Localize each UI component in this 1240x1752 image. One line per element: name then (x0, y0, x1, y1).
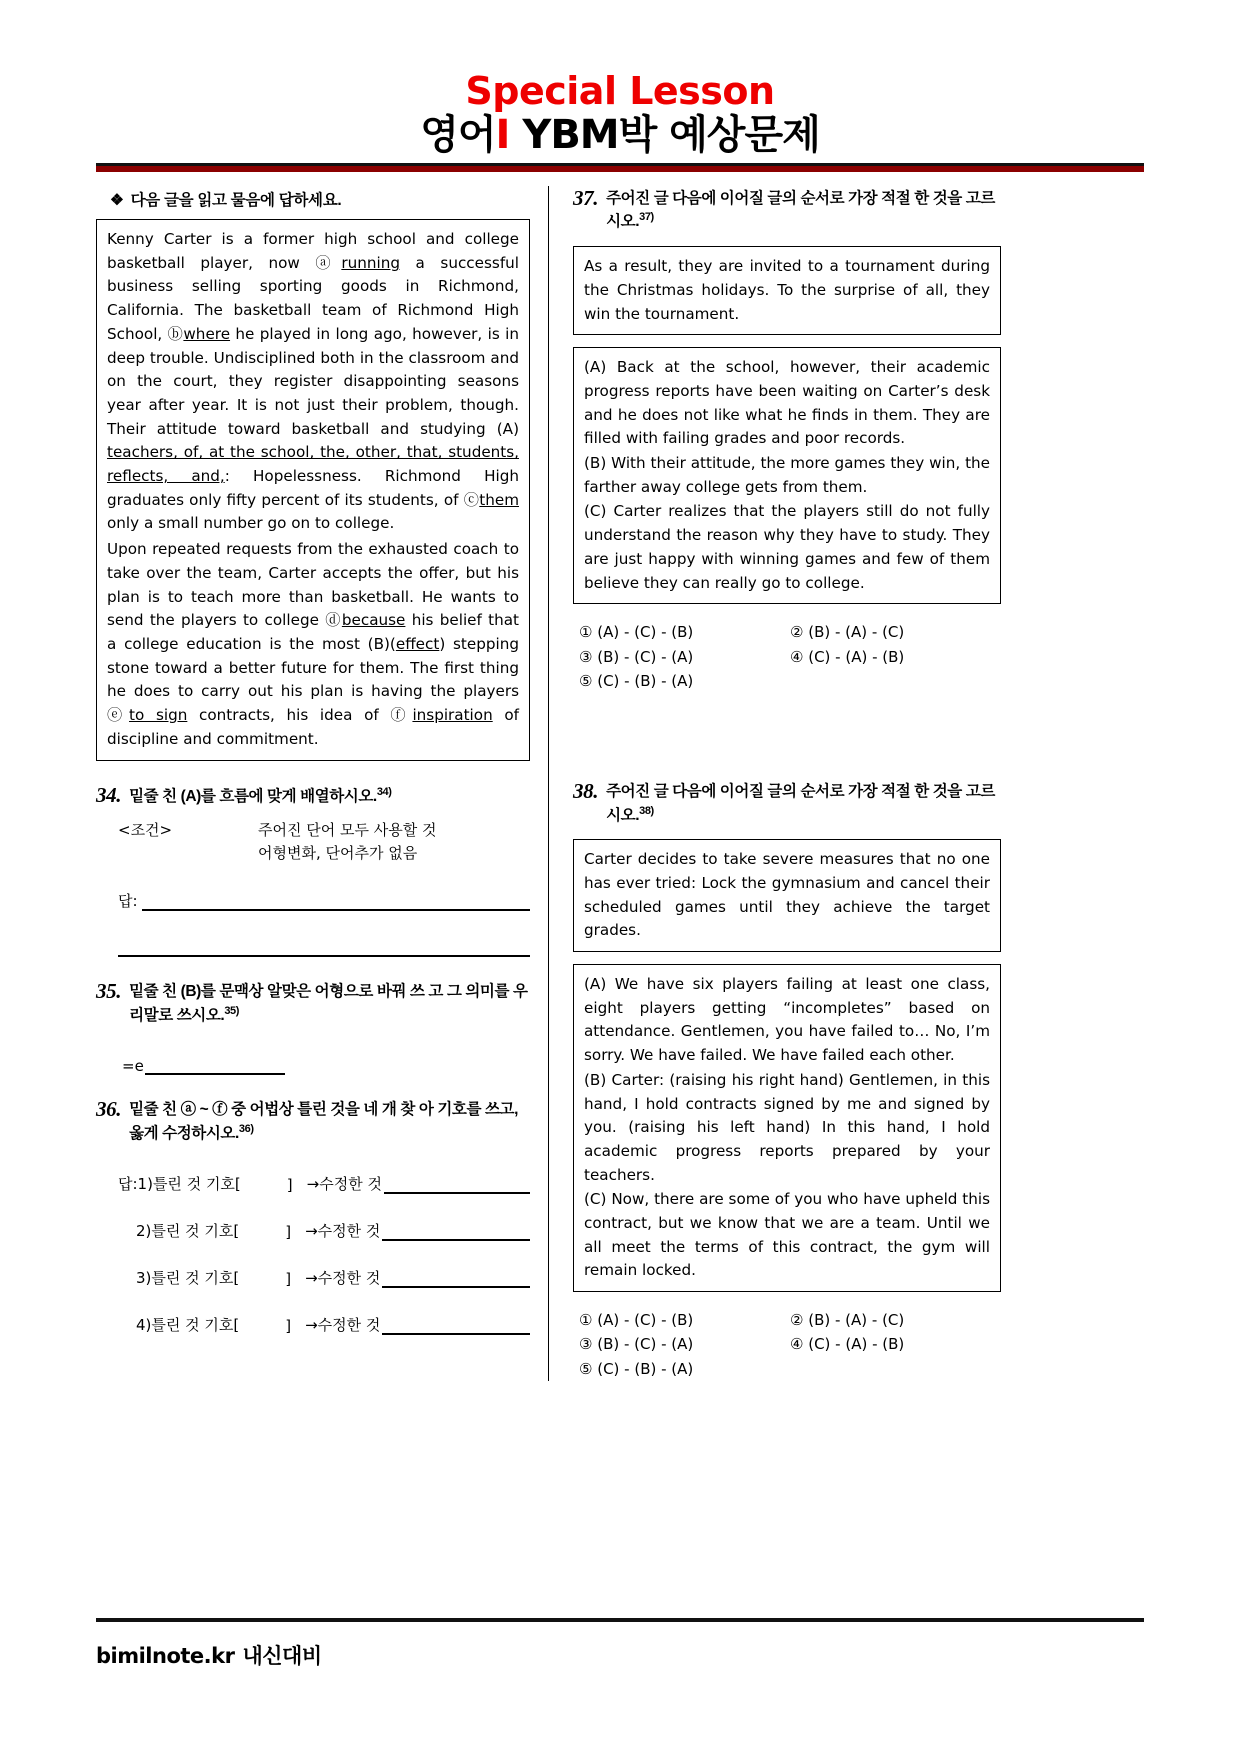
choice-row (579, 1357, 1001, 1381)
choice-row (579, 645, 1001, 669)
question-34-number: 34. (96, 783, 122, 808)
underlined-b: where (183, 324, 231, 343)
question-37-prompt (606, 186, 1001, 234)
choice-3[interactable]: ③ (B) - (C) - (A) (579, 1335, 694, 1354)
marker-c-icon: ⓒ (463, 490, 480, 509)
question-36-prompt-line-2: 아 기호를 쓰고, 옳게 수정하시오. (129, 1101, 519, 1142)
question-34-prompt-text: 밑줄 친 (A)를 흐름에 맞게 배열하시오. (129, 788, 377, 806)
passage-text: Kenny Carter is a former high school and college basketball player, now (107, 230, 519, 272)
question-36-prompt (129, 1097, 530, 1145)
correction-row-bracket-close: ] (285, 1317, 292, 1336)
marker-e-icon: ⓔ (107, 706, 130, 725)
choice-5[interactable]: ⑤ (C) - (B) - (A) (579, 1359, 694, 1378)
choice-5[interactable]: ⑤ (C) - (B) - (A) (579, 671, 694, 690)
left-column (96, 186, 546, 1381)
option-C: (C) Now, there are some of you who have upheld this contract, but we know that we are a team. Until we all meet the terms of this contract, the gym will remain locked. (584, 1190, 990, 1280)
correction-row-arrow: →수정한 것 (305, 1269, 381, 1288)
question-38-footnote: 38) (639, 804, 654, 817)
header-title-korean (0, 114, 1240, 156)
underlined-d: because (341, 611, 406, 630)
choice-spacer (790, 1357, 1001, 1381)
question-37-heading (573, 186, 1001, 234)
correction-row-arrow: →수정한 것 (306, 1175, 382, 1194)
answer-blank-line-1[interactable] (142, 893, 530, 911)
question-37-prompt-line-1: 주어진 글 다음에 이어질 글의 순서로 가장 적절 (606, 190, 911, 207)
question-37 (573, 186, 1001, 693)
question-34-answer-row (118, 890, 530, 911)
footer-site-name: bimilnote.kr (96, 1644, 235, 1668)
given-passage-text: As a result, they are invited to a tournament during the Christmas holidays. To the surprise of all, they win the tournament. (584, 257, 990, 323)
option-B: (B) Carter: (raising his right hand) Gentlemen, in this hand, I hold contracts signed by me and signed by you. (raising his left hand) In this hand, I hold academic progress reports prepared by your teachers. (584, 1070, 990, 1184)
correction-blank[interactable] (384, 1177, 530, 1194)
passage-paragraph-1 (107, 228, 519, 536)
question-34-prompt (129, 783, 530, 809)
choice-1[interactable]: ① (A) - (C) - (B) (579, 1311, 694, 1330)
correction-row-arrow: →수정한 것 (305, 1316, 381, 1335)
choice-row (579, 1332, 1001, 1356)
passage-text: he played in long ago, however, is in deep trouble. Undisciplined both in the classroom and on the court, they register disappointing seasons year after year. It is not just their problem, though. Their attitude toward basketball and studying (A) (107, 324, 520, 438)
marker-f-icon: ⓕ (390, 706, 413, 725)
question-35-prompt-line-1: 밑줄 친 (B)를 문맥상 알맞은 어형으로 바꿔 쓰 (129, 983, 425, 1001)
question-37-prompt-line-2: 한 것을 고르시오. (606, 190, 995, 231)
header-divider-rule (96, 163, 1144, 172)
question-34-heading (96, 783, 530, 809)
question-36-heading (96, 1097, 530, 1145)
question-38-choices (573, 1308, 1001, 1381)
option-A: (A) We have six players failing at least one class, eight players getting “incompletes” based on attendance. Gentlemen, you have failed to… No, I’m sorry. We have failed. We have failed each other. (584, 975, 990, 1065)
passage-paragraph-2 (107, 538, 519, 751)
question-38-number: 38. (573, 779, 599, 804)
question-34 (96, 783, 530, 957)
equals-label: =e (122, 1057, 144, 1076)
question-38-options-box (573, 964, 1001, 1292)
question-37-choices (573, 620, 1001, 693)
passage-text: : Hopelessness. Richmond High graduates only fifty percent of its students, of (107, 467, 519, 509)
condition-label: <조건> (118, 821, 173, 840)
answer-label: 답: (118, 892, 138, 911)
right-column (551, 186, 1001, 1381)
question-35-answer-row (122, 1057, 530, 1075)
column-divider (548, 186, 549, 1381)
choice-2[interactable]: ② (B) - (A) - (C) (790, 1311, 905, 1330)
question-36-prompt-line-1: 밑줄 친 ⓐ ~ ⓕ 중 어법상 틀린 것을 네 개 찾 (129, 1101, 415, 1119)
condition-lines (258, 819, 436, 864)
passage-text: of discipline and commitment. (107, 706, 520, 748)
question-36-number: 36. (96, 1097, 122, 1122)
choice-4[interactable]: ④ (C) - (A) - (B) (790, 647, 905, 666)
question-38-prompt-line-2: 한 것을 고르시오. (606, 783, 995, 824)
correction-row-prefix: 4)틀린 것 기호[ (136, 1316, 240, 1335)
passage-text: his belief that a college education is the most (B)( (107, 611, 519, 653)
marker-d-icon: ⓓ (325, 611, 342, 630)
correction-row-prefix: 3)틀린 것 기호[ (136, 1269, 240, 1288)
page-header (0, 0, 1240, 156)
passage-text: a successful business selling sporting goods in Richmond, California. The basketball team of Richmond High School, (107, 253, 520, 343)
header-title-english: Special Lesson (465, 69, 775, 113)
correction-row-bracket-close: ] (286, 1176, 293, 1195)
question-35-footnote: 35) (224, 1004, 240, 1017)
condition-line-1: 주어진 단어 모두 사용할 것 (258, 821, 437, 840)
correction-row-prefix: 2)틀린 것 기호[ (136, 1222, 240, 1241)
question-37-number: 37. (573, 186, 599, 210)
correction-blank[interactable] (382, 1271, 530, 1288)
question-37-footnote: 37) (639, 211, 654, 224)
question-38-prompt-line-1: 주어진 글 다음에 이어질 글의 순서로 가장 적절 (606, 783, 911, 801)
question-35-prompt-line-2: 고 그 의미를 우리말로 쓰시오. (129, 983, 528, 1024)
condition-line-2: 어형변화, 단어추가 없음 (258, 843, 418, 862)
passage-text: contracts, his idea of (187, 706, 391, 725)
underlined-f: inspiration (412, 706, 493, 725)
question-36-answer-row (136, 1314, 530, 1335)
option-C: (C) Carter realizes that the players still do not fully understand the reason why they have to study. They are just happy with winning games and few of them believe they can really go to college. (584, 502, 990, 592)
marker-a-icon: ⓐ (315, 253, 342, 272)
question-36-answer-row (136, 1267, 530, 1288)
question-34-conditions (118, 819, 530, 864)
question-36 (96, 1097, 530, 1335)
reading-passage-box (96, 219, 530, 761)
reading-instruction-text: 다음 글을 읽고 물음에 답하세요. (130, 192, 342, 209)
choice-2[interactable]: ② (B) - (A) - (C) (790, 623, 905, 642)
reading-instruction (110, 188, 530, 210)
two-column-body (96, 186, 1144, 1381)
question-37-given-passage (573, 246, 1001, 335)
correction-blank[interactable] (382, 1224, 530, 1241)
correction-row-bracket-close: ] (285, 1270, 292, 1289)
question-35-prompt (129, 979, 530, 1027)
underlined-c: them (479, 490, 519, 509)
passage-text: Upon repeated requests from the exhausted coach to take over the team, Carter accepts the offer, but his plan is to teach more than basketball. He wants to send the players to college (107, 540, 519, 630)
question-38-heading (573, 779, 1001, 827)
correction-row-arrow: →수정한 것 (305, 1222, 381, 1241)
question-36-footnote: 36) (238, 1122, 254, 1135)
footer-tagline: 내신대비 (242, 1644, 322, 1668)
diamond-bullet-icon: ❖ (110, 192, 124, 209)
choice-4[interactable]: ④ (C) - (A) - (B) (790, 1335, 905, 1354)
header-title-korean-pre: 영어 (420, 112, 496, 158)
choice-1[interactable]: ① (A) - (C) - (B) (579, 623, 694, 642)
question-38-prompt (606, 779, 1001, 827)
underlined-e: to sign (129, 706, 188, 725)
question-38-given-passage (573, 839, 1001, 952)
question-34-footnote: 34) (376, 786, 392, 799)
choice-spacer (790, 669, 1001, 693)
underlined-word-B: effect (395, 634, 440, 653)
choice-row (579, 669, 1001, 693)
answer-blank-line-2[interactable] (118, 941, 530, 957)
marker-b-icon: ⓑ (167, 324, 184, 343)
page-footer (96, 1640, 322, 1670)
underlined-phrase-A: teachers, of, at the school, the, other, that, students, reflects, and, (107, 443, 519, 486)
question-35 (96, 979, 530, 1075)
option-B: (B) With their attitude, the more games they win, the farther away college gets from them. (584, 454, 990, 496)
footer-divider-rule (96, 1618, 1144, 1622)
option-A: (A) Back at the school, however, their academic progress reports have been waiting on Carter’s desk and he does not like what he finds in them. They are filled with failing grades and poor records. (584, 358, 990, 448)
correction-row-prefix: 답:1)틀린 것 기호[ (118, 1175, 241, 1194)
question-36-answer-row (118, 1173, 530, 1194)
header-title-korean-post: YBM박 예상문제 (509, 112, 820, 158)
question-38 (573, 779, 1001, 1381)
underlined-a: running (341, 253, 400, 272)
question-37-options-box (573, 347, 1001, 604)
correction-blank[interactable] (382, 1318, 530, 1335)
choice-row (579, 1308, 1001, 1332)
header-title-korean-accent: I (495, 112, 510, 158)
correction-row-bracket-close: ] (285, 1223, 292, 1242)
given-passage-text: Carter decides to take severe measures that no one has ever tried: Lock the gymnasium and cancel their scheduled games until they achieve the target grades. (584, 850, 990, 940)
passage-text: ) stepping stone toward a better future for them. The first thing he does to carry out his plan is having the players (107, 634, 519, 701)
choice-row (579, 620, 1001, 644)
question-36-answer-row (136, 1220, 530, 1241)
passage-text: only a small number go on to college. (107, 514, 395, 533)
choice-3[interactable]: ③ (B) - (C) - (A) (579, 647, 694, 666)
question-35-blank[interactable] (145, 1058, 285, 1075)
question-35-number: 35. (96, 979, 122, 1004)
question-35-heading (96, 979, 530, 1027)
